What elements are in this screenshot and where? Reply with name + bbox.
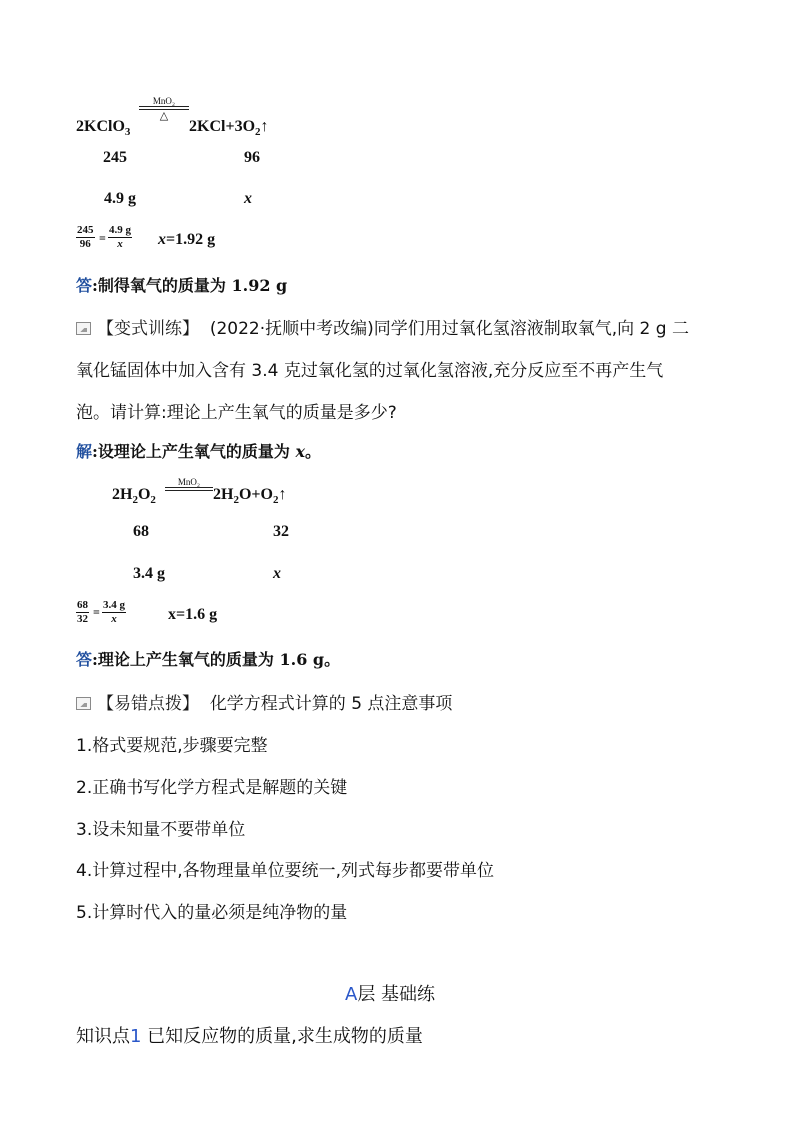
- solution-end: 。: [305, 442, 322, 461]
- solution-line: [76, 439, 321, 462]
- eq1-result-value: =1.92 g: [166, 231, 216, 248]
- tip-item: 5.计算时代入的量必须是纯净物的量: [76, 903, 348, 923]
- tips-title: 化学方程式计算的 5 点注意事项: [209, 694, 453, 714]
- eq1-amount-left: 4.9 g: [104, 190, 136, 207]
- tips-tag: 【易错点拨】: [97, 694, 199, 714]
- eq2-result: x=1.6 g: [168, 606, 218, 623]
- eq2-product-oxygen: O+O: [238, 486, 273, 503]
- eq1-frac2-num: 4.9 g: [109, 224, 131, 236]
- eq1-reactant: 2KClO: [76, 118, 125, 135]
- tip-item: 3.设未知量不要带单位: [76, 820, 246, 840]
- eq2-products: [213, 486, 286, 506]
- solution-text: :设理论上产生氧气的质量为: [92, 442, 296, 461]
- answer-2: [76, 647, 340, 670]
- image-icon: [76, 697, 91, 710]
- eq2-frac1-num: 68: [77, 599, 88, 611]
- knowledge-point: [76, 1022, 423, 1048]
- eq1-fraction-1: [76, 224, 95, 251]
- eq1-fraction-2: [108, 224, 132, 251]
- eq1-products: [189, 118, 269, 138]
- eq2-ratio-left: 68: [133, 523, 149, 540]
- tip-item: 1.格式要规范,步骤要完整: [76, 736, 268, 756]
- answer-2-text: :理论上产生氧气的质量为 1.6 g。: [92, 650, 341, 669]
- solution-var: x: [295, 442, 306, 461]
- eq1-ratio-right: 96: [244, 149, 260, 166]
- eq2-reactant-o: O: [137, 486, 151, 503]
- eq1-product-sub: 2: [255, 126, 261, 139]
- equation-1: [76, 118, 130, 138]
- eq2-reactant-sub2: 2: [150, 494, 156, 507]
- eq1-result-var: x: [158, 231, 166, 248]
- eq2-reactant: 2H: [112, 486, 133, 503]
- eq2-condition: [165, 477, 213, 491]
- eq2-reactant-sub1: 2: [132, 494, 138, 507]
- variant-line-1: [76, 314, 689, 339]
- variant-text-1: (2022·抚顺中考改编)同学们用过氧化氢溶液制取氧气,向 2 g 二: [209, 319, 689, 339]
- eq1-frac1-num: 245: [77, 224, 94, 236]
- eq2-amount-left: 3.4 g: [133, 565, 165, 582]
- eq2-product-sub2: 2: [272, 494, 279, 507]
- variant-tag: 【变式训练】: [97, 319, 199, 339]
- answer-1-text: :制得氧气的质量为 1.92 g: [92, 276, 288, 295]
- section-letter: A: [345, 984, 358, 1005]
- eq1-reactant-sub: 3: [124, 126, 131, 139]
- tip-item: 4.计算过程中,各物理量单位要统一,列式每步都要带单位: [76, 861, 495, 881]
- image-icon: [76, 322, 91, 335]
- eq2-frac1-den: 32: [77, 613, 88, 625]
- tips-heading: [76, 689, 452, 714]
- eq2-fraction-2: [102, 599, 126, 626]
- tip-item: 2.正确书写化学方程式是解题的关键: [76, 778, 348, 798]
- eq1-result: [158, 231, 215, 249]
- eq2-equals: =: [93, 605, 100, 619]
- eq1-gas-arrow: ↑: [260, 118, 269, 135]
- knowledge-prefix: 知识点: [76, 1026, 130, 1047]
- knowledge-text: 已知反应物的质量,求生成物的质量: [141, 1026, 423, 1047]
- eq1-amount-right: x: [244, 190, 252, 207]
- eq2-frac2-num: 3.4 g: [103, 599, 125, 611]
- eq2-amount-right: x: [273, 565, 281, 582]
- eq1-catalyst: MnO₂: [152, 96, 176, 106]
- section-heading: [345, 980, 435, 1006]
- eq1-heat-symbol: △: [159, 109, 169, 122]
- answer-1: [76, 273, 287, 296]
- eq1-frac1-den: 96: [79, 238, 91, 250]
- eq1-equals: =: [99, 231, 106, 245]
- eq2-fraction-1: [76, 599, 89, 626]
- eq2-product-sub1: 2: [233, 494, 239, 507]
- knowledge-number: 1: [130, 1026, 142, 1047]
- eq1-frac2-den: x: [117, 238, 123, 250]
- eq1-condition: [139, 96, 189, 122]
- eq1-ratio-left: 245: [103, 149, 127, 166]
- eq2-gas-arrow: ↑: [278, 486, 287, 503]
- eq2-frac2-den: x: [111, 613, 117, 625]
- solution-label: 解: [76, 442, 93, 461]
- section-title: 层 基础练: [357, 984, 436, 1005]
- eq2-product-water: 2H: [213, 486, 234, 503]
- answer-1-label: 答: [76, 276, 93, 295]
- answer-2-label: 答: [76, 650, 93, 669]
- variant-line-2: 氧化锰固体中加入含有 3.4 克过氧化氢的过氧化氢溶液,充分反应至不再产生气: [76, 361, 664, 381]
- variant-line-3: 泡。请计算:理论上产生氧气的质量是多少?: [76, 403, 397, 423]
- eq2-ratio-right: 32: [273, 523, 289, 540]
- eq2-catalyst: MnO₂: [177, 477, 201, 487]
- eq2-double-line: [165, 487, 213, 491]
- eq1-product: 2KCl+3O: [189, 118, 256, 135]
- equation-2: [112, 486, 156, 506]
